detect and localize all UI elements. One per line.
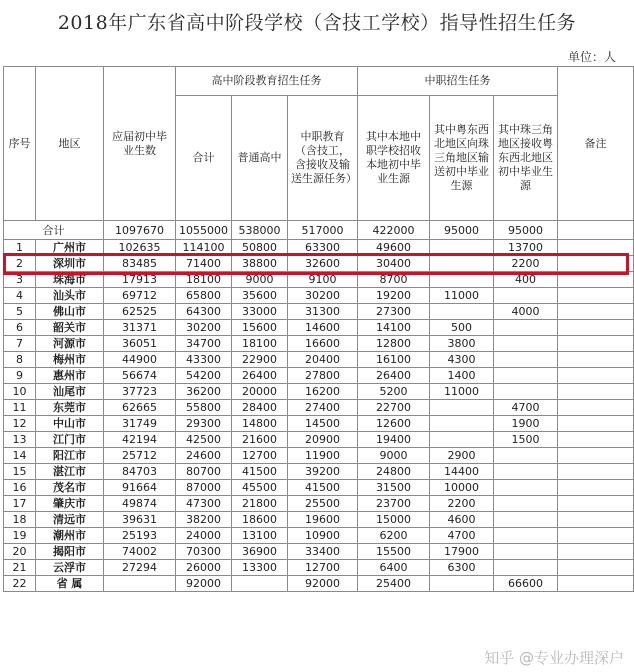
- total-local: 422000: [358, 221, 430, 240]
- cell-local: 27300: [358, 304, 430, 320]
- cell-region: 肇庆市: [36, 496, 104, 512]
- cell-total: 24600: [176, 448, 232, 464]
- total-remarks: [558, 221, 634, 240]
- cell-region: 广州市: [36, 240, 104, 256]
- cell-general: 12700: [232, 448, 288, 464]
- cell-total: 70300: [176, 544, 232, 560]
- table-row: [4, 336, 634, 352]
- header-senior-group: 高中阶段教育招生任务: [176, 67, 358, 96]
- cell-prd: [494, 352, 558, 368]
- cell-graduates: 27294: [104, 560, 176, 576]
- cell-graduates: [104, 576, 176, 592]
- header-region: 地区: [36, 67, 104, 221]
- table-row: [4, 368, 634, 384]
- total-graduates: 1097670: [104, 221, 176, 240]
- cell-seq: 2: [4, 256, 36, 272]
- cell-region: 惠州市: [36, 368, 104, 384]
- table-row: [4, 544, 634, 560]
- cell-remarks: [558, 512, 634, 528]
- cell-vocational: 39200: [288, 464, 358, 480]
- cell-local: 6400: [358, 560, 430, 576]
- cell-total: 34700: [176, 336, 232, 352]
- cell-vocational: 16200: [288, 384, 358, 400]
- cell-graduates: 49874: [104, 496, 176, 512]
- cell-vocational: 33400: [288, 544, 358, 560]
- cell-graduates: 83485: [104, 256, 176, 272]
- cell-region: 东莞市: [36, 400, 104, 416]
- header-vocational: 中职教育（含技工，含接收及输送生源任务）: [288, 96, 358, 221]
- cell-prd: [494, 496, 558, 512]
- cell-remarks: [558, 272, 634, 288]
- cell-graduates: 31749: [104, 416, 176, 432]
- cell-graduates: 62665: [104, 400, 176, 416]
- cell-region: 汕头市: [36, 288, 104, 304]
- cell-seq: 7: [4, 336, 36, 352]
- cell-region: 茂名市: [36, 480, 104, 496]
- cell-graduates: 44900: [104, 352, 176, 368]
- cell-seq: 22: [4, 576, 36, 592]
- cell-local: 19400: [358, 432, 430, 448]
- cell-prd: [494, 528, 558, 544]
- cell-local: 15000: [358, 512, 430, 528]
- unit-label: 单位：人: [567, 50, 616, 64]
- cell-remarks: [558, 384, 634, 400]
- cell-region: 省 属: [36, 576, 104, 592]
- cell-prd: [494, 320, 558, 336]
- cell-remarks: [558, 432, 634, 448]
- cell-prd: [494, 544, 558, 560]
- cell-east-west: 1400: [430, 368, 494, 384]
- cell-east-west: 500: [430, 320, 494, 336]
- cell-total: 24000: [176, 528, 232, 544]
- cell-local: 23700: [358, 496, 430, 512]
- cell-remarks: [558, 336, 634, 352]
- cell-east-west: 4600: [430, 512, 494, 528]
- cell-east-west: [430, 256, 494, 272]
- cell-east-west: 11000: [430, 384, 494, 400]
- cell-graduates: 62525: [104, 304, 176, 320]
- cell-vocational: 92000: [288, 576, 358, 592]
- cell-seq: 9: [4, 368, 36, 384]
- cell-total: 38200: [176, 512, 232, 528]
- cell-total: 55800: [176, 400, 232, 416]
- header-local: 其中本地中职学校招收本地初中毕业生源: [358, 96, 430, 221]
- cell-local: 19200: [358, 288, 430, 304]
- cell-seq: 10: [4, 384, 36, 400]
- cell-region: 潮州市: [36, 528, 104, 544]
- cell-seq: 1: [4, 240, 36, 256]
- cell-remarks: [558, 304, 634, 320]
- cell-local: 25400: [358, 576, 430, 592]
- cell-total: 36200: [176, 384, 232, 400]
- table-row: [4, 352, 634, 368]
- cell-east-west: 2900: [430, 448, 494, 464]
- cell-graduates: 42194: [104, 432, 176, 448]
- cell-prd: 4000: [494, 304, 558, 320]
- cell-region: 阳江市: [36, 448, 104, 464]
- cell-vocational: 14500: [288, 416, 358, 432]
- cell-general: 50800: [232, 240, 288, 256]
- cell-remarks: [558, 320, 634, 336]
- cell-region: 江门市: [36, 432, 104, 448]
- cell-local: 9000: [358, 448, 430, 464]
- cell-local: 26400: [358, 368, 430, 384]
- cell-remarks: [558, 240, 634, 256]
- cell-general: 41500: [232, 464, 288, 480]
- cell-vocational: 16600: [288, 336, 358, 352]
- cell-seq: 16: [4, 480, 36, 496]
- cell-total: 26000: [176, 560, 232, 576]
- table-row: [4, 304, 634, 320]
- cell-general: 45500: [232, 480, 288, 496]
- cell-total: 64300: [176, 304, 232, 320]
- cell-local: 31500: [358, 480, 430, 496]
- cell-general: 28400: [232, 400, 288, 416]
- cell-seq: 5: [4, 304, 36, 320]
- cell-graduates: 25193: [104, 528, 176, 544]
- cell-local: 12600: [358, 416, 430, 432]
- cell-remarks: [558, 448, 634, 464]
- total-vocational: 517000: [288, 221, 358, 240]
- cell-remarks: [558, 576, 634, 592]
- watermark: 知乎 @专业办理深户: [484, 649, 624, 667]
- cell-local: 12800: [358, 336, 430, 352]
- cell-general: 18100: [232, 336, 288, 352]
- table-row: [4, 560, 634, 576]
- cell-prd: [494, 368, 558, 384]
- cell-east-west: 17900: [430, 544, 494, 560]
- cell-graduates: 36051: [104, 336, 176, 352]
- cell-total: 80700: [176, 464, 232, 480]
- header-prd: 其中珠三角地区接收粤东西北地区初中毕业生源: [494, 96, 558, 221]
- cell-vocational: 9100: [288, 272, 358, 288]
- cell-general: 35600: [232, 288, 288, 304]
- header-east-west: 其中粤东西北地区向珠三角地区输送初中毕业生源: [430, 96, 494, 221]
- cell-region: 汕尾市: [36, 384, 104, 400]
- cell-seq: 4: [4, 288, 36, 304]
- cell-local: 22700: [358, 400, 430, 416]
- table-row: [4, 400, 634, 416]
- cell-graduates: 25712: [104, 448, 176, 464]
- cell-vocational: 20900: [288, 432, 358, 448]
- cell-remarks: [558, 528, 634, 544]
- cell-seq: 11: [4, 400, 36, 416]
- cell-prd: [494, 560, 558, 576]
- cell-prd: 1900: [494, 416, 558, 432]
- cell-seq: 14: [4, 448, 36, 464]
- cell-graduates: 91664: [104, 480, 176, 496]
- cell-remarks: [558, 496, 634, 512]
- cell-prd: [494, 448, 558, 464]
- cell-prd: [494, 384, 558, 400]
- cell-remarks: [558, 288, 634, 304]
- cell-vocational: 31300: [288, 304, 358, 320]
- header-seq: 序号: [4, 67, 36, 221]
- total-prd: 95000: [494, 221, 558, 240]
- cell-general: [232, 576, 288, 592]
- cell-region: 佛山市: [36, 304, 104, 320]
- total-row: [4, 221, 634, 240]
- cell-vocational: 14600: [288, 320, 358, 336]
- cell-vocational: 32600: [288, 256, 358, 272]
- cell-east-west: [430, 432, 494, 448]
- cell-graduates: 17913: [104, 272, 176, 288]
- cell-east-west: 11000: [430, 288, 494, 304]
- header-graduates: 应届初中毕业生数: [104, 67, 176, 221]
- cell-total: 92000: [176, 576, 232, 592]
- cell-total: 42500: [176, 432, 232, 448]
- cell-local: 6200: [358, 528, 430, 544]
- cell-total: 18100: [176, 272, 232, 288]
- table-row: [4, 448, 634, 464]
- total-east-west: 95000: [430, 221, 494, 240]
- cell-local: 15500: [358, 544, 430, 560]
- cell-region: 湛江市: [36, 464, 104, 480]
- cell-total: 114100: [176, 240, 232, 256]
- cell-prd: 400: [494, 272, 558, 288]
- cell-seq: 3: [4, 272, 36, 288]
- cell-total: 87000: [176, 480, 232, 496]
- cell-east-west: 4700: [430, 528, 494, 544]
- cell-local: 49600: [358, 240, 430, 256]
- cell-general: 26400: [232, 368, 288, 384]
- cell-remarks: [558, 256, 634, 272]
- cell-general: 36900: [232, 544, 288, 560]
- cell-local: 5200: [358, 384, 430, 400]
- header-general: 普通高中: [232, 96, 288, 221]
- cell-vocational: 19600: [288, 512, 358, 528]
- cell-region: 清远市: [36, 512, 104, 528]
- cell-vocational: 10900: [288, 528, 358, 544]
- cell-general: 13300: [232, 560, 288, 576]
- table-row: [4, 320, 634, 336]
- cell-region: 韶关市: [36, 320, 104, 336]
- cell-east-west: 2200: [430, 496, 494, 512]
- cell-prd: [494, 464, 558, 480]
- cell-vocational: 41500: [288, 480, 358, 496]
- cell-prd: 66600: [494, 576, 558, 592]
- cell-seq: 21: [4, 560, 36, 576]
- table-row: [4, 288, 634, 304]
- cell-remarks: [558, 368, 634, 384]
- table-row: [4, 256, 634, 272]
- table-row: [4, 240, 634, 256]
- cell-graduates: 69712: [104, 288, 176, 304]
- cell-region: 深圳市: [36, 256, 104, 272]
- cell-total: 65800: [176, 288, 232, 304]
- cell-seq: 20: [4, 544, 36, 560]
- cell-seq: 13: [4, 432, 36, 448]
- cell-region: 珠海市: [36, 272, 104, 288]
- cell-general: 22900: [232, 352, 288, 368]
- cell-seq: 12: [4, 416, 36, 432]
- header-remarks: 备注: [558, 67, 634, 221]
- cell-total: 47300: [176, 496, 232, 512]
- total-label: 合计: [4, 221, 104, 240]
- cell-general: 14800: [232, 416, 288, 432]
- table-row: [4, 464, 634, 480]
- cell-local: 14100: [358, 320, 430, 336]
- cell-prd: 1500: [494, 432, 558, 448]
- cell-total: 29300: [176, 416, 232, 432]
- cell-seq: 6: [4, 320, 36, 336]
- cell-region: 河源市: [36, 336, 104, 352]
- table-row: [4, 416, 634, 432]
- cell-remarks: [558, 480, 634, 496]
- cell-prd: [494, 480, 558, 496]
- cell-east-west: 10000: [430, 480, 494, 496]
- cell-general: 38800: [232, 256, 288, 272]
- cell-seq: 8: [4, 352, 36, 368]
- cell-east-west: 3800: [430, 336, 494, 352]
- cell-east-west: 14400: [430, 464, 494, 480]
- cell-vocational: 20400: [288, 352, 358, 368]
- cell-remarks: [558, 352, 634, 368]
- cell-general: 33000: [232, 304, 288, 320]
- cell-seq: 18: [4, 512, 36, 528]
- enrollment-table: [3, 66, 634, 592]
- cell-east-west: 6300: [430, 560, 494, 576]
- cell-east-west: [430, 400, 494, 416]
- cell-general: 15600: [232, 320, 288, 336]
- table-row: [4, 496, 634, 512]
- cell-east-west: [430, 304, 494, 320]
- cell-remarks: [558, 544, 634, 560]
- cell-east-west: 4300: [430, 352, 494, 368]
- total-general: 538000: [232, 221, 288, 240]
- cell-local: 30400: [358, 256, 430, 272]
- cell-general: 13100: [232, 528, 288, 544]
- cell-local: 8700: [358, 272, 430, 288]
- cell-vocational: 27800: [288, 368, 358, 384]
- cell-vocational: 12700: [288, 560, 358, 576]
- cell-general: 20000: [232, 384, 288, 400]
- cell-vocational: 25500: [288, 496, 358, 512]
- cell-vocational: 27400: [288, 400, 358, 416]
- cell-graduates: 56674: [104, 368, 176, 384]
- cell-remarks: [558, 464, 634, 480]
- cell-local: 16100: [358, 352, 430, 368]
- table-row: [4, 528, 634, 544]
- table-row: [4, 384, 634, 400]
- cell-region: 揭阳市: [36, 544, 104, 560]
- header-total: 合计: [176, 96, 232, 221]
- cell-total: 54200: [176, 368, 232, 384]
- cell-total: 71400: [176, 256, 232, 272]
- cell-remarks: [558, 560, 634, 576]
- page-title: 2018年广东省高中阶段学校（含技工学校）指导性招生任务: [57, 12, 577, 34]
- cell-east-west: [430, 240, 494, 256]
- cell-remarks: [558, 400, 634, 416]
- cell-vocational: 30200: [288, 288, 358, 304]
- cell-region: 云浮市: [36, 560, 104, 576]
- cell-prd: 13700: [494, 240, 558, 256]
- table-row: [4, 272, 634, 288]
- cell-general: 21600: [232, 432, 288, 448]
- table-row: [4, 432, 634, 448]
- cell-vocational: 63300: [288, 240, 358, 256]
- cell-prd: [494, 336, 558, 352]
- cell-east-west: [430, 576, 494, 592]
- table-row: [4, 480, 634, 496]
- cell-graduates: 84703: [104, 464, 176, 480]
- cell-graduates: 39631: [104, 512, 176, 528]
- cell-east-west: [430, 416, 494, 432]
- cell-region: 中山市: [36, 416, 104, 432]
- cell-general: 21800: [232, 496, 288, 512]
- total-total: 1055000: [176, 221, 232, 240]
- cell-general: 18600: [232, 512, 288, 528]
- cell-seq: 19: [4, 528, 36, 544]
- cell-general: 9000: [232, 272, 288, 288]
- cell-graduates: 74002: [104, 544, 176, 560]
- cell-seq: 17: [4, 496, 36, 512]
- cell-total: 30200: [176, 320, 232, 336]
- cell-prd: [494, 288, 558, 304]
- cell-remarks: [558, 416, 634, 432]
- cell-local: 24800: [358, 464, 430, 480]
- cell-seq: 15: [4, 464, 36, 480]
- cell-prd: [494, 512, 558, 528]
- cell-graduates: 102635: [104, 240, 176, 256]
- cell-prd: 2200: [494, 256, 558, 272]
- cell-east-west: [430, 272, 494, 288]
- cell-graduates: 37723: [104, 384, 176, 400]
- header-vocational-group: 中职招生任务: [358, 67, 558, 96]
- cell-graduates: 31371: [104, 320, 176, 336]
- cell-region: 梅州市: [36, 352, 104, 368]
- table-row: [4, 576, 634, 592]
- cell-vocational: 11900: [288, 448, 358, 464]
- table-row: [4, 512, 634, 528]
- cell-prd: 4700: [494, 400, 558, 416]
- cell-total: 43300: [176, 352, 232, 368]
